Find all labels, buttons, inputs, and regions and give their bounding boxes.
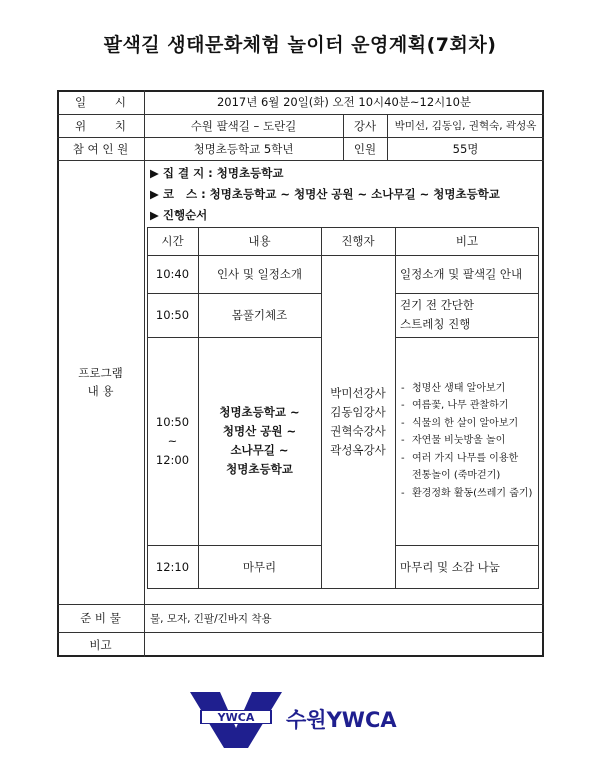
row3-notes [398, 337, 538, 545]
supplies-value: 물, 모자, 긴팔/긴바지 착용 [150, 612, 272, 625]
place-label: 위 치 [75, 118, 126, 133]
logo-badge-text: YWCA [217, 711, 255, 724]
order-heading: ▶ 진행순서 [150, 208, 208, 222]
note-item: - 식물의 한 살이 알아보기 [398, 415, 532, 433]
date-value: 2017년 6월 20일(화) 오전 10시40분~12시10분 [216, 95, 472, 109]
participants-value: 청명초등학교 5학년 [193, 141, 294, 156]
ywca-logo [190, 690, 430, 750]
place-value: 수원 팔색길 – 도란길 [190, 118, 297, 133]
note-item: - 청명산 생태 알아보기 [398, 380, 532, 398]
row3-content: 청명초등학교 ~ 청명산 공원 ~ 소나무길 ~ 청명초등학교 [219, 405, 300, 476]
program-label: 프로그램 내 용 [78, 366, 123, 398]
row2-content: 몸풀기체조 [231, 308, 288, 322]
row2-time: 10:50 [155, 308, 190, 322]
note-item: - 환경정화 활동(쓰레기 줍기) [398, 485, 532, 503]
header-content: 내용 [248, 234, 271, 248]
header-note: 비고 [455, 234, 479, 248]
note-item: - 여름꽃, 나무 관찰하기 [398, 397, 532, 415]
supplies-label: 준 비 물 [80, 611, 121, 625]
logo-wordmark: 수원YWCA [286, 708, 397, 732]
header-time: 시간 [161, 234, 184, 248]
row1-content: 인사 및 일정소개 [216, 267, 303, 281]
row2-note: 걷기 전 간단한 스트레칭 진행 [400, 298, 474, 331]
participants-label: 참 여 인 원 [72, 141, 129, 156]
course-route: ▶ 코 스 : 청명초등학교 ~ 청명산 공원 ~ 소나무길 ~ 청명초등학교 [150, 187, 500, 201]
note-item: - 여러 가지 나무를 이용한 전통놀이 (죽마걷기) [398, 450, 532, 485]
row4-note: 마무리 및 소감 나눔 [400, 560, 500, 574]
page-title: 팔색길 생태문화체험 놀이터 운영계획(7회차) [103, 34, 497, 56]
leaders-cell: 박미선강사 김동임강사 권혁숙강사 곽성옥강사 [330, 386, 386, 457]
instructor-value: 박미선, 김동임, 권혁숙, 곽성옥 [394, 120, 537, 132]
instructor-label: 강사 [353, 118, 377, 133]
meeting-point: ▶ 집 결 지 : 청명초등학교 [150, 166, 284, 180]
headcount-value: 55명 [452, 141, 479, 156]
row4-content: 마무리 [242, 560, 277, 574]
header-leader: 진행자 [341, 234, 375, 248]
headcount-label: 인원 [353, 141, 377, 156]
row3-time: 10:50 ~ 12:00 [155, 414, 190, 467]
remarks-label: 비고 [89, 637, 112, 652]
remarks-value [150, 632, 540, 657]
row1-note: 일정소개 및 팔색길 안내 [400, 267, 523, 281]
row4-time: 12:10 [155, 560, 190, 574]
ywca-emblem-icon [190, 690, 430, 750]
date-label: 일 시 [75, 95, 126, 109]
note-item: - 자연물 비눗방울 놀이 [398, 432, 532, 450]
row1-time: 10:40 [155, 267, 190, 281]
